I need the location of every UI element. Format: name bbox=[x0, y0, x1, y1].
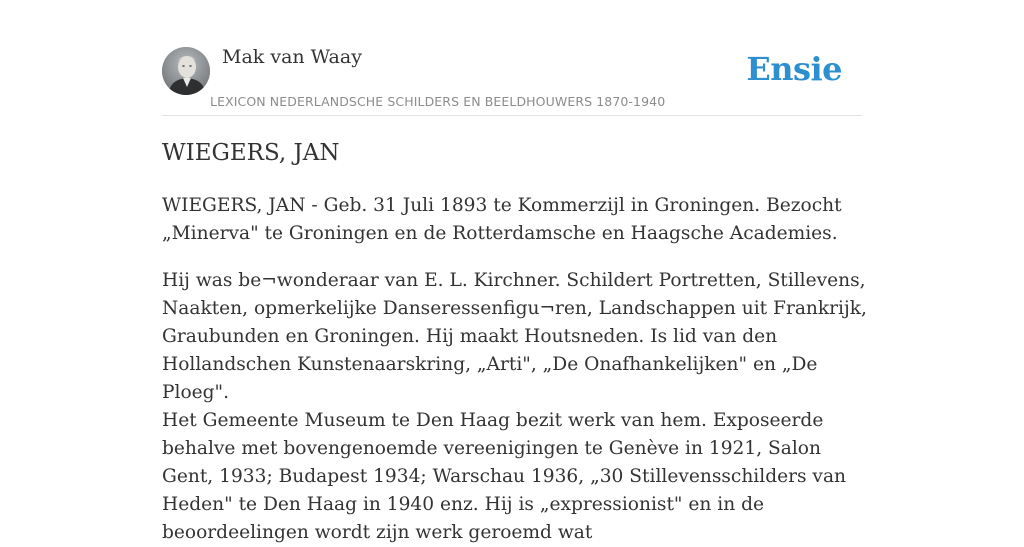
author-name[interactable]: Mak van Waay bbox=[222, 46, 362, 68]
author-avatar[interactable] bbox=[162, 47, 210, 95]
page-container bbox=[162, 0, 867, 543]
avatar-portrait-icon bbox=[162, 47, 210, 95]
page-title: WIEGERS, JAN bbox=[162, 140, 340, 166]
article-paragraph: WIEGERS, JAN - Geb. 31 Juli 1893 te Kommerzijl in Groningen. Bezocht „Minerva" te Groningen en de Rotterdamsche en Haagsche Academies. bbox=[162, 195, 842, 244]
ensie-logo-link[interactable]: Ensie bbox=[746, 50, 842, 88]
source-lexicon-title[interactable]: LEXICON NEDERLANDSCHE SCHILDERS EN BEELDHOUWERS 1870-1940 bbox=[210, 94, 666, 109]
article-paragraph: Hij was be¬wonderaar van E. L. Kirchner. Schildert Portretten, Stillevens, Naakten, opmerkelijke Danseressenfigu¬ren, Landschappen uit Frankrijk, Graubunden en Groningen. Hij maakt Houtsneden. Is lid van den Hollandschen Kunstenaarskring, „Arti", „De Onafhankelijken" en „De Ploeg". bbox=[162, 270, 867, 403]
article-paragraph: Het Gemeente Museum te Den Haag bezit werk van hem. Exposeerde behalve met bovengenoemde vereenigingen te Genève in 1921, Salon Gent, 1933; Budapest 1934; Warschau 1936, „30 Stillevensschilders van Heden" te Den Haag in 1940 enz. Hij is „expressionist" en in de beoordeelingen wordt zijn werk geroemd wat bbox=[162, 410, 847, 543]
article-header bbox=[162, 0, 862, 116]
